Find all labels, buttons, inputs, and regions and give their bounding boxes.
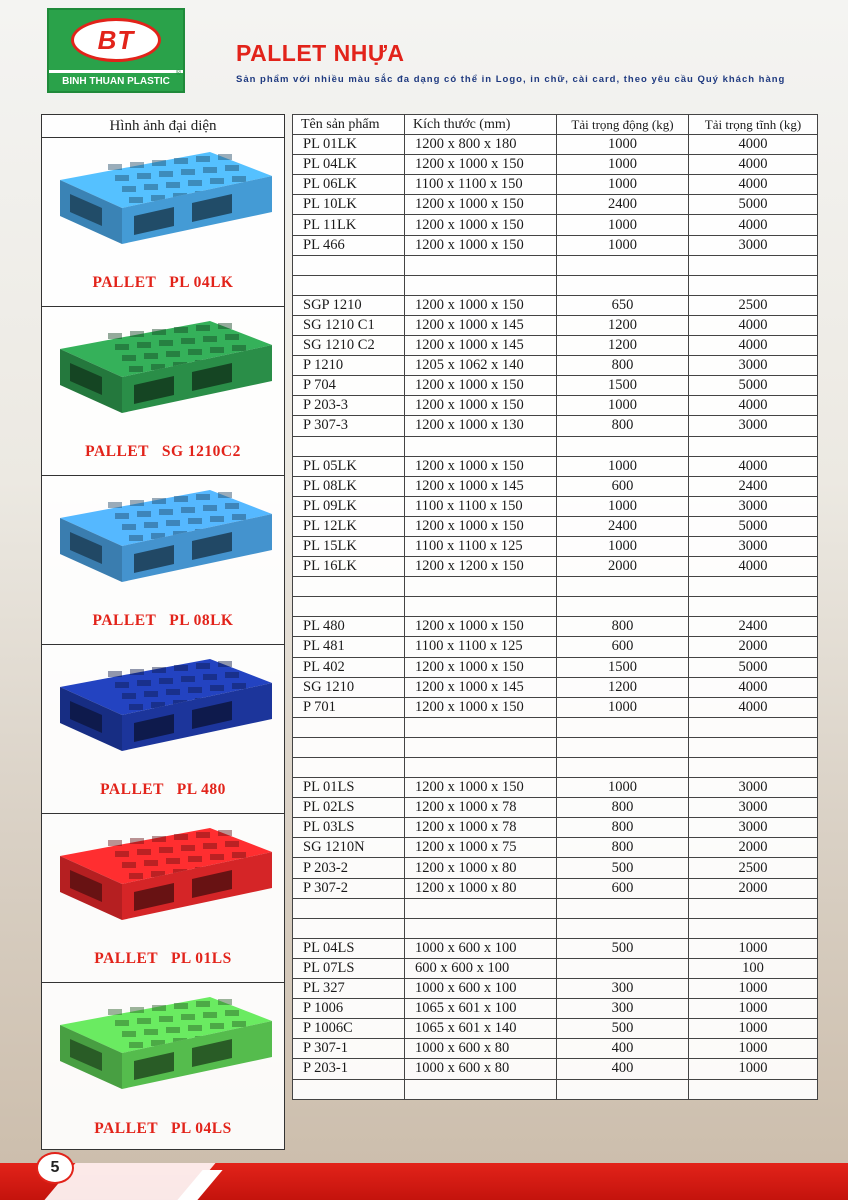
static-load-cell: 3000: [689, 778, 818, 798]
static-load-cell: 4000: [689, 175, 818, 195]
static-load-cell: 100: [689, 958, 818, 978]
dynamic-load-cell: 400: [557, 1059, 689, 1079]
static-load-cell: 2400: [689, 617, 818, 637]
product-name-cell: PL 10LK: [293, 195, 405, 215]
dynamic-load-cell: [557, 1079, 689, 1099]
page-subtitle: Sản phẩm với nhiều màu sắc đa dạng có thể in Logo, in chữ, cài card, theo yêu cầu Quý khách hàng: [236, 74, 786, 85]
product-name-cell: PL 11LK: [293, 215, 405, 235]
table-row: [293, 356, 818, 376]
product-name-cell: P 203-3: [293, 396, 405, 416]
dynamic-load-cell: 600: [557, 637, 689, 657]
product-name-cell: P 1210: [293, 356, 405, 376]
spec-table: [292, 114, 818, 1100]
dynamic-load-cell: 300: [557, 999, 689, 1019]
dynamic-load-cell: 800: [557, 838, 689, 858]
product-name-cell: [293, 597, 405, 617]
product-name-cell: PL 481: [293, 637, 405, 657]
static-load-cell: 1000: [689, 1039, 818, 1059]
dynamic-load-cell: [557, 255, 689, 275]
pallet-panel: [42, 983, 284, 1152]
size-cell: 1200 x 1000 x 150: [405, 617, 557, 637]
pallet-label: PALLET PL 04LK: [92, 274, 234, 291]
product-name-cell: PL 01LK: [293, 135, 405, 155]
size-cell: 1200 x 1000 x 150: [405, 155, 557, 175]
table-row: [293, 958, 818, 978]
size-cell: [405, 717, 557, 737]
static-load-cell: 4000: [689, 396, 818, 416]
static-load-cell: 4000: [689, 135, 818, 155]
table-row: [293, 758, 818, 778]
dynamic-load-cell: 2000: [557, 557, 689, 577]
static-load-cell: 5000: [689, 376, 818, 396]
size-cell: 1100 x 1100 x 150: [405, 175, 557, 195]
product-name-cell: PL 09LK: [293, 496, 405, 516]
size-cell: [405, 597, 557, 617]
product-name-cell: [293, 255, 405, 275]
dynamic-load-cell: 1000: [557, 135, 689, 155]
table-row: [293, 456, 818, 476]
size-cell: 1065 x 601 x 100: [405, 999, 557, 1019]
static-load-cell: 5000: [689, 195, 818, 215]
size-cell: 1200 x 1000 x 150: [405, 195, 557, 215]
table-row: [293, 858, 818, 878]
size-cell: 600 x 600 x 100: [405, 958, 557, 978]
pallet-image: [50, 146, 278, 258]
static-load-cell: [689, 717, 818, 737]
table-row: [293, 436, 818, 456]
size-cell: 1200 x 1000 x 150: [405, 295, 557, 315]
table-row: [293, 496, 818, 516]
dynamic-load-cell: [557, 958, 689, 978]
size-cell: 1000 x 600 x 100: [405, 979, 557, 999]
product-name-cell: [293, 758, 405, 778]
static-load-cell: 2000: [689, 637, 818, 657]
size-cell: 1100 x 1100 x 150: [405, 496, 557, 516]
size-cell: 1065 x 601 x 140: [405, 1019, 557, 1039]
static-load-cell: 4000: [689, 557, 818, 577]
size-cell: 1100 x 1100 x 125: [405, 637, 557, 657]
table-row: [293, 1039, 818, 1059]
static-load-cell: 2400: [689, 476, 818, 496]
static-load-cell: [689, 1079, 818, 1099]
page-number: 5: [36, 1152, 74, 1184]
dynamic-load-cell: 1000: [557, 778, 689, 798]
image-column-header: Hình ảnh đại diện: [42, 115, 284, 138]
product-name-cell: SG 1210 C1: [293, 315, 405, 335]
static-load-cell: 3000: [689, 536, 818, 556]
product-name-cell: P 307-3: [293, 416, 405, 436]
table-row: [293, 516, 818, 536]
product-name-cell: P 307-2: [293, 878, 405, 898]
size-cell: 1200 x 1000 x 145: [405, 677, 557, 697]
table-row: [293, 979, 818, 999]
pallet-image: [50, 822, 278, 934]
size-cell: [405, 255, 557, 275]
dynamic-load-cell: [557, 737, 689, 757]
size-cell: 1200 x 1000 x 145: [405, 315, 557, 335]
pallet-label: PALLET PL 08LK: [92, 612, 234, 629]
table-row: [293, 336, 818, 356]
table-row: [293, 275, 818, 295]
table-body: [293, 135, 818, 1100]
table-row: [293, 557, 818, 577]
pallet-panel: [42, 645, 284, 814]
size-cell: 1200 x 1000 x 150: [405, 516, 557, 536]
product-name-cell: PL 402: [293, 657, 405, 677]
static-load-cell: 4000: [689, 677, 818, 697]
table-row: [293, 798, 818, 818]
product-name-cell: [293, 577, 405, 597]
dynamic-load-cell: [557, 275, 689, 295]
dynamic-load-cell: 1200: [557, 315, 689, 335]
dynamic-load-cell: 1200: [557, 677, 689, 697]
size-cell: [405, 918, 557, 938]
product-name-cell: PL 12LK: [293, 516, 405, 536]
dynamic-load-cell: 1000: [557, 697, 689, 717]
product-name-cell: SGP 1210: [293, 295, 405, 315]
dynamic-load-cell: 650: [557, 295, 689, 315]
col-header-name: Tên sản phẩm: [293, 115, 405, 135]
table-row: [293, 396, 818, 416]
size-cell: 1200 x 1000 x 150: [405, 456, 557, 476]
product-name-cell: PL 16LK: [293, 557, 405, 577]
product-name-cell: PL 06LK: [293, 175, 405, 195]
size-cell: 1200 x 1000 x 80: [405, 858, 557, 878]
product-name-cell: PL 327: [293, 979, 405, 999]
table-row: [293, 637, 818, 657]
dynamic-load-cell: 1000: [557, 235, 689, 255]
product-name-cell: [293, 737, 405, 757]
dynamic-load-cell: 800: [557, 356, 689, 376]
dynamic-load-cell: 800: [557, 818, 689, 838]
dynamic-load-cell: [557, 918, 689, 938]
size-cell: [405, 898, 557, 918]
static-load-cell: 5000: [689, 516, 818, 536]
product-name-cell: [293, 436, 405, 456]
static-load-cell: [689, 275, 818, 295]
product-name-cell: SG 1210 C2: [293, 336, 405, 356]
dynamic-load-cell: 800: [557, 416, 689, 436]
product-name-cell: P 203-1: [293, 1059, 405, 1079]
dynamic-load-cell: [557, 717, 689, 737]
product-name-cell: P 1006C: [293, 1019, 405, 1039]
table-row: [293, 315, 818, 335]
table-row: [293, 778, 818, 798]
dynamic-load-cell: [557, 436, 689, 456]
product-name-cell: PL 466: [293, 235, 405, 255]
dynamic-load-cell: 500: [557, 1019, 689, 1039]
company-logo: [47, 8, 185, 93]
static-load-cell: 2500: [689, 295, 818, 315]
size-cell: 1200 x 1000 x 150: [405, 215, 557, 235]
table-row: [293, 476, 818, 496]
static-load-cell: [689, 758, 818, 778]
size-cell: 1200 x 1000 x 150: [405, 396, 557, 416]
table-row: [293, 235, 818, 255]
table-row: [293, 1019, 818, 1039]
logo-monogram: BT: [97, 25, 135, 55]
product-name-cell: PL 05LK: [293, 456, 405, 476]
pallet-panel: [42, 814, 284, 983]
static-load-cell: 3000: [689, 798, 818, 818]
size-cell: [405, 737, 557, 757]
product-name-cell: SG 1210N: [293, 838, 405, 858]
pallet-image: [50, 315, 278, 427]
product-name-cell: PL 15LK: [293, 536, 405, 556]
static-load-cell: [689, 737, 818, 757]
dynamic-load-cell: 1000: [557, 536, 689, 556]
table-row: [293, 1059, 818, 1079]
table-row: [293, 416, 818, 436]
table-row: [293, 135, 818, 155]
size-cell: 1205 x 1062 x 140: [405, 356, 557, 376]
dynamic-load-cell: [557, 898, 689, 918]
dynamic-load-cell: 500: [557, 858, 689, 878]
static-load-cell: 3000: [689, 416, 818, 436]
size-cell: 1200 x 1000 x 150: [405, 697, 557, 717]
dynamic-load-cell: [557, 577, 689, 597]
static-load-cell: 3000: [689, 235, 818, 255]
size-cell: 1200 x 1000 x 80: [405, 878, 557, 898]
pallet-panel: [42, 307, 284, 476]
col-header-size: Kích thước (mm): [405, 115, 557, 135]
static-load-cell: [689, 436, 818, 456]
table-row: [293, 376, 818, 396]
static-load-cell: [689, 918, 818, 938]
size-cell: 1200 x 1000 x 78: [405, 798, 557, 818]
product-name-cell: PL 480: [293, 617, 405, 637]
table-row: [293, 918, 818, 938]
dynamic-load-cell: 600: [557, 476, 689, 496]
static-load-cell: 2000: [689, 838, 818, 858]
table-row: [293, 898, 818, 918]
static-load-cell: 4000: [689, 215, 818, 235]
static-load-cell: 3000: [689, 818, 818, 838]
size-cell: 1200 x 1000 x 78: [405, 818, 557, 838]
product-name-cell: P 701: [293, 697, 405, 717]
pallet-panels: [42, 138, 284, 1152]
size-cell: 1200 x 1000 x 150: [405, 376, 557, 396]
size-cell: 1200 x 1000 x 150: [405, 235, 557, 255]
pallet-label: PALLET SG 1210C2: [85, 443, 241, 460]
size-cell: 1200 x 1000 x 145: [405, 336, 557, 356]
static-load-cell: [689, 577, 818, 597]
product-name-cell: SG 1210: [293, 677, 405, 697]
static-load-cell: [689, 898, 818, 918]
table-row: [293, 577, 818, 597]
static-load-cell: 4000: [689, 456, 818, 476]
static-load-cell: [689, 255, 818, 275]
dynamic-load-cell: 500: [557, 938, 689, 958]
logo-emblem: [71, 18, 161, 62]
static-load-cell: 1000: [689, 938, 818, 958]
table-header-row: [293, 115, 818, 135]
dynamic-load-cell: 2400: [557, 195, 689, 215]
product-name-cell: PL 01LS: [293, 778, 405, 798]
dynamic-load-cell: 600: [557, 878, 689, 898]
col-header-dynamic-load: Tải trọng động (kg): [557, 115, 689, 135]
dynamic-load-cell: 1000: [557, 396, 689, 416]
dynamic-load-cell: 1500: [557, 657, 689, 677]
size-cell: 1200 x 1000 x 150: [405, 657, 557, 677]
table-row: [293, 818, 818, 838]
table-row: [293, 295, 818, 315]
pallet-image: [50, 991, 278, 1103]
logo-company-name: BINH THUAN PLASTIC: [49, 73, 183, 91]
table-row: [293, 195, 818, 215]
table-row: [293, 697, 818, 717]
size-cell: [405, 577, 557, 597]
size-cell: 1200 x 1000 x 75: [405, 838, 557, 858]
table-row: [293, 999, 818, 1019]
product-name-cell: P 704: [293, 376, 405, 396]
page-title: PALLET NHỰA: [236, 40, 405, 66]
table-row: [293, 1079, 818, 1099]
size-cell: [405, 758, 557, 778]
size-cell: 1200 x 1000 x 145: [405, 476, 557, 496]
product-name-cell: PL 02LS: [293, 798, 405, 818]
product-name-cell: PL 07LS: [293, 958, 405, 978]
size-cell: 1200 x 1200 x 150: [405, 557, 557, 577]
dynamic-load-cell: 300: [557, 979, 689, 999]
size-cell: [405, 436, 557, 456]
pallet-label: PALLET PL 01LS: [94, 950, 232, 967]
static-load-cell: 4000: [689, 155, 818, 175]
dynamic-load-cell: 1500: [557, 376, 689, 396]
dynamic-load-cell: 800: [557, 617, 689, 637]
table-row: [293, 938, 818, 958]
pallet-label: PALLET PL 480: [100, 781, 226, 798]
static-load-cell: 1000: [689, 1059, 818, 1079]
table-row: [293, 597, 818, 617]
size-cell: [405, 275, 557, 295]
table-row: [293, 717, 818, 737]
product-name-cell: PL 03LS: [293, 818, 405, 838]
product-name-cell: PL 04LK: [293, 155, 405, 175]
table-row: [293, 155, 818, 175]
dynamic-load-cell: 1000: [557, 215, 689, 235]
pallet-image: [50, 484, 278, 596]
pallet-label: PALLET PL 04LS: [94, 1120, 232, 1137]
registered-mark: ®: [175, 70, 181, 77]
static-load-cell: 3000: [689, 496, 818, 516]
dynamic-load-cell: 1000: [557, 175, 689, 195]
product-name-cell: PL 04LS: [293, 938, 405, 958]
dynamic-load-cell: 1000: [557, 496, 689, 516]
product-name-cell: [293, 918, 405, 938]
col-header-static-load: Tải trọng tĩnh (kg): [689, 115, 818, 135]
static-load-cell: 2000: [689, 878, 818, 898]
size-cell: 1100 x 1100 x 125: [405, 536, 557, 556]
static-load-cell: 1000: [689, 979, 818, 999]
static-load-cell: 4000: [689, 315, 818, 335]
pallet-panel: [42, 476, 284, 645]
static-load-cell: 1000: [689, 1019, 818, 1039]
size-cell: 1000 x 600 x 80: [405, 1039, 557, 1059]
dynamic-load-cell: 400: [557, 1039, 689, 1059]
static-load-cell: 1000: [689, 999, 818, 1019]
dynamic-load-cell: 2400: [557, 516, 689, 536]
size-cell: 1200 x 1000 x 130: [405, 416, 557, 436]
pallet-panel: [42, 138, 284, 307]
static-load-cell: [689, 597, 818, 617]
dynamic-load-cell: [557, 597, 689, 617]
size-cell: 1200 x 1000 x 150: [405, 778, 557, 798]
table-row: [293, 657, 818, 677]
table-row: [293, 737, 818, 757]
product-name-cell: PL 08LK: [293, 476, 405, 496]
dynamic-load-cell: [557, 758, 689, 778]
table-row: [293, 838, 818, 858]
product-name-cell: P 203-2: [293, 858, 405, 878]
static-load-cell: 3000: [689, 356, 818, 376]
table-row: [293, 175, 818, 195]
size-cell: 1000 x 600 x 100: [405, 938, 557, 958]
product-name-cell: [293, 898, 405, 918]
dynamic-load-cell: 800: [557, 798, 689, 818]
static-load-cell: 4000: [689, 697, 818, 717]
pallet-image: [50, 653, 278, 765]
product-name-cell: P 307-1: [293, 1039, 405, 1059]
product-name-cell: P 1006: [293, 999, 405, 1019]
static-load-cell: 2500: [689, 858, 818, 878]
dynamic-load-cell: 1200: [557, 336, 689, 356]
static-load-cell: 4000: [689, 336, 818, 356]
table-row: [293, 255, 818, 275]
product-name-cell: [293, 717, 405, 737]
table-row: [293, 677, 818, 697]
size-cell: [405, 1079, 557, 1099]
dynamic-load-cell: 1000: [557, 155, 689, 175]
table-row: [293, 536, 818, 556]
table-row: [293, 878, 818, 898]
table-row: [293, 617, 818, 637]
size-cell: 1000 x 600 x 80: [405, 1059, 557, 1079]
dynamic-load-cell: 1000: [557, 456, 689, 476]
table-row: [293, 215, 818, 235]
product-name-cell: [293, 1079, 405, 1099]
size-cell: 1200 x 800 x 180: [405, 135, 557, 155]
product-name-cell: [293, 275, 405, 295]
image-column: [41, 114, 285, 1150]
static-load-cell: 5000: [689, 657, 818, 677]
